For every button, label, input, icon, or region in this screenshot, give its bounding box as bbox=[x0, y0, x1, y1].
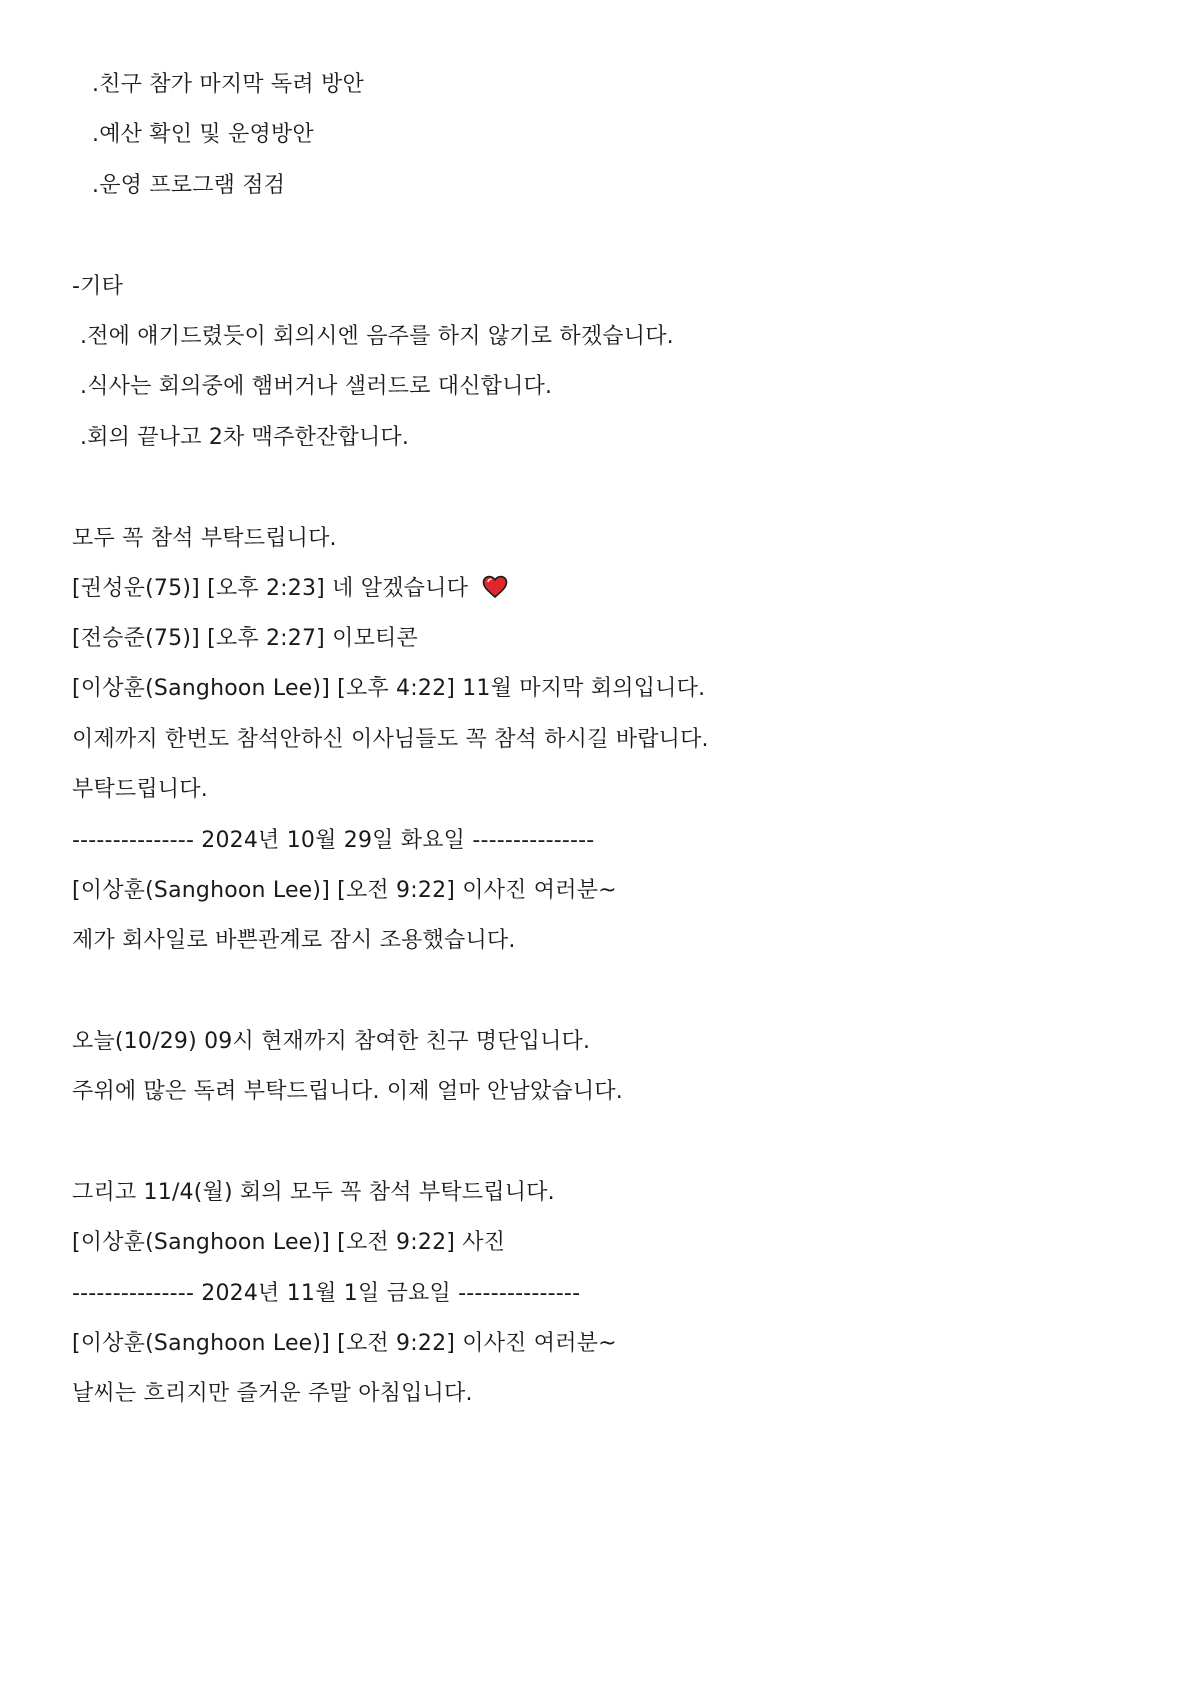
misc-item: .회의 끝나고 2차 맥주한잔합니다. bbox=[80, 425, 410, 450]
agenda-item: .운영 프로그램 점검 bbox=[92, 173, 286, 198]
chat-message-line: 제가 회사일로 바쁜관계로 잠시 조용했습니다. bbox=[72, 928, 516, 953]
date-separator: --------------- 2024년 10월 29일 화요일 --------------- bbox=[72, 828, 595, 853]
misc-heading: -기타 bbox=[72, 274, 124, 299]
chat-message: [이상훈(Sanghoon Lee)] [오후 4:22] 11월 마지막 회의입니다. bbox=[72, 676, 706, 701]
chat-message: [이상훈(Sanghoon Lee)] [오전 9:22] 이사진 여러분~ bbox=[72, 1331, 617, 1356]
heart-icon bbox=[482, 575, 508, 608]
agenda-item: .예산 확인 및 운영방안 bbox=[92, 122, 314, 147]
chat-message-line: 부탁드립니다. bbox=[72, 777, 208, 802]
chat-message-line: 이제까지 한번도 참석안하신 이사님들도 꼭 참석 하시길 바랍니다. bbox=[72, 727, 709, 752]
chat-message-line: 날씨는 흐리지만 즐거운 주말 아침입니다. bbox=[72, 1381, 473, 1406]
misc-item: .전에 얘기드렸듯이 회의시엔 음주를 하지 않기로 하겠습니다. bbox=[80, 324, 674, 349]
chat-message bbox=[72, 574, 508, 608]
chat-message-line: 그리고 11/4(월) 회의 모두 꼭 참석 부탁드립니다. bbox=[72, 1180, 555, 1205]
chat-message-line: 오늘(10/29) 09시 현재까지 참여한 친구 명단입니다. bbox=[72, 1029, 591, 1054]
misc-item: .식사는 회의중에 햄버거나 샐러드로 대신합니다. bbox=[80, 374, 553, 399]
chat-message: [전승준(75)] [오후 2:27] 이모티콘 bbox=[72, 626, 418, 651]
closing-line: 모두 꼭 참석 부탁드립니다. bbox=[72, 526, 337, 551]
chat-message: [이상훈(Sanghoon Lee)] [오전 9:22] 이사진 여러분~ bbox=[72, 878, 617, 903]
chat-message-line: 주위에 많은 독려 부탁드립니다. 이제 얼마 안남았습니다. bbox=[72, 1079, 623, 1104]
agenda-item: .친구 참가 마지막 독려 방안 bbox=[92, 72, 364, 97]
date-separator: --------------- 2024년 11월 1일 금요일 --------------- bbox=[72, 1281, 581, 1306]
chat-message: [이상훈(Sanghoon Lee)] [오전 9:22] 사진 bbox=[72, 1230, 506, 1255]
chat-message-text: [권성운(75)] [오후 2:23] 네 알겠습니다 bbox=[72, 576, 469, 601]
